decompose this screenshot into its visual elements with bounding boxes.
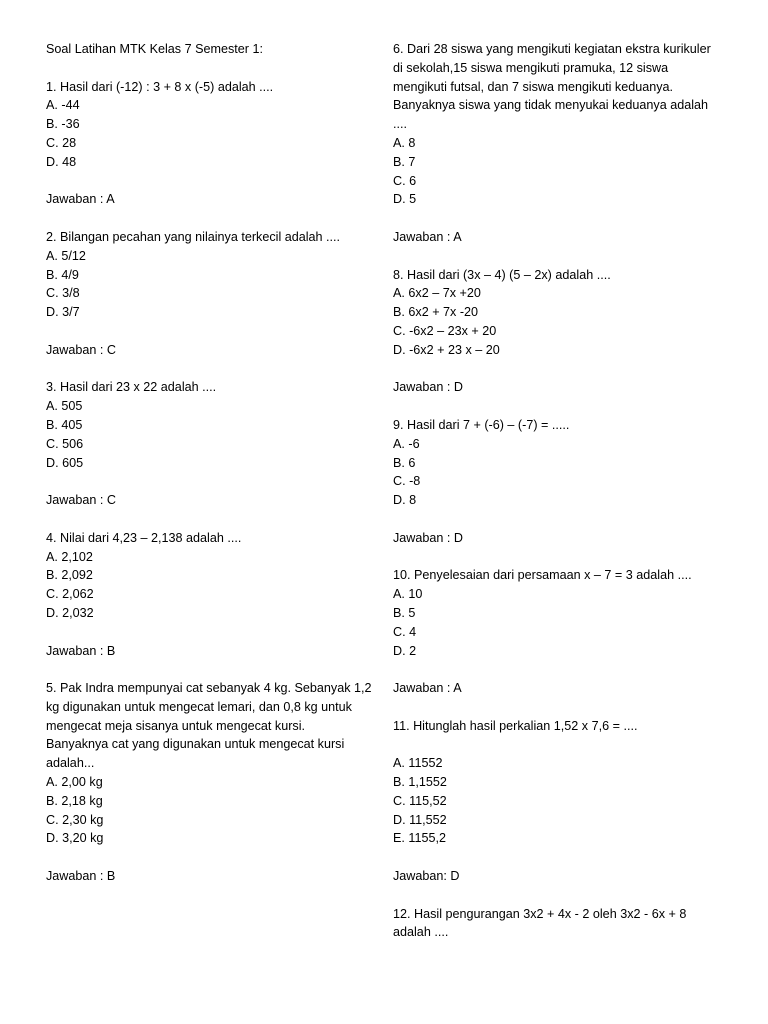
option: B. 405 xyxy=(46,417,83,432)
question-text: .... xyxy=(393,117,407,132)
question-text: mengikuti futsal, dan 7 siswa mengikuti keduanya. xyxy=(393,79,674,94)
option: B. 1,1552 xyxy=(393,775,447,790)
option: A. 505 xyxy=(46,399,83,414)
option: D. 11,552 xyxy=(393,812,447,827)
option: C. -8 xyxy=(393,474,421,489)
question-text: Banyaknya siswa yang tidak menyukai keduanya adalah xyxy=(393,98,709,113)
question-text: 12. Hasil pengurangan 3x2 + 4x - 2 oleh 3x2 - 6x + 8 xyxy=(393,906,687,921)
answer-text: Jawaban : B xyxy=(46,869,116,884)
option: E. 1155,2 xyxy=(393,831,446,846)
option: B. 6x2 + 7x -20 xyxy=(393,305,479,320)
option: D. 3,20 kg xyxy=(46,831,104,846)
question-block xyxy=(46,78,386,228)
answer-text: Jawaban: D xyxy=(393,869,460,884)
option: D. 3/7 xyxy=(46,305,80,320)
left-column xyxy=(46,40,386,886)
option: D. 8 xyxy=(393,493,417,508)
question-block xyxy=(393,905,733,943)
option: C. 6 xyxy=(393,173,417,188)
question-text: 3. Hasil dari 23 x 22 adalah .... xyxy=(46,380,217,395)
option: C. 506 xyxy=(46,436,84,451)
option: D. 5 xyxy=(393,192,417,207)
question-text: 5. Pak Indra mempunyai cat sebanyak 4 kg. Sebanyak 1,2 xyxy=(46,681,372,696)
option: C. 115,52 xyxy=(393,793,447,808)
option: A. 2,102 xyxy=(46,549,93,564)
option: D. 48 xyxy=(46,154,77,169)
question-block xyxy=(46,529,386,679)
option: B. 7 xyxy=(393,154,416,169)
question-text: 8. Hasil dari (3x – 4) (5 – 2x) adalah .... xyxy=(393,267,611,282)
answer-text: Jawaban : D xyxy=(393,380,464,395)
answer-text: Jawaban : A xyxy=(393,229,462,244)
question-block xyxy=(393,40,733,266)
option: B. 6 xyxy=(393,455,416,470)
question-block xyxy=(393,416,733,566)
right-column xyxy=(393,40,733,942)
question-block xyxy=(46,378,386,528)
question-text: 1. Hasil dari (-12) : 3 + 8 x (-5) adalah .... xyxy=(46,79,274,94)
option: A. 2,00 kg xyxy=(46,775,103,790)
option: D. 2 xyxy=(393,643,417,658)
option: A. 10 xyxy=(393,587,423,602)
option: A. 5/12 xyxy=(46,248,86,263)
option: A. 8 xyxy=(393,135,416,150)
question-text: 2. Bilangan pecahan yang nilainya terkecil adalah .... xyxy=(46,229,341,244)
document-title: Soal Latihan MTK Kelas 7 Semester 1: xyxy=(46,42,264,56)
question-text: mengecat meja sisanya untuk mengecat kursi. xyxy=(46,718,306,733)
option: D. 605 xyxy=(46,455,84,470)
question-text: 6. Dari 28 siswa yang mengikuti kegiatan ekstra kurikuler xyxy=(393,42,711,56)
question-text: 11. Hitunglah hasil perkalian 1,52 x 7,6 = .... xyxy=(393,718,638,733)
option: A. 11552 xyxy=(393,756,443,771)
question-text: di sekolah,15 siswa mengikuti pramuka, 12 siswa xyxy=(393,60,669,75)
question-text: 4. Nilai dari 4,23 – 2,138 adalah .... xyxy=(46,530,242,545)
option: C. 3/8 xyxy=(46,286,80,301)
answer-text: Jawaban : A xyxy=(46,192,115,207)
answer-text: Jawaban : C xyxy=(46,342,117,357)
option: D. -6x2 + 23 x – 20 xyxy=(393,342,500,357)
answer-text: Jawaban : B xyxy=(46,643,116,658)
option: B. -36 xyxy=(46,117,80,132)
question-text: kg digunakan untuk mengecat lemari, dan 0,8 kg untuk xyxy=(46,699,352,714)
option: A. 6x2 – 7x +20 xyxy=(393,286,481,301)
option: D. 2,032 xyxy=(46,605,94,620)
option: C. 2,30 kg xyxy=(46,812,104,827)
question-block xyxy=(393,566,733,716)
option: C. 2,062 xyxy=(46,587,94,602)
question-text: adalah... xyxy=(46,756,95,771)
question-text: Banyaknya cat yang digunakan untuk mengecat kursi xyxy=(46,737,345,752)
option: A. -6 xyxy=(393,436,420,451)
question-block xyxy=(46,679,386,886)
option: C. 28 xyxy=(46,135,77,150)
question-block xyxy=(46,228,386,378)
option: B. 2,18 kg xyxy=(46,793,103,808)
answer-text: Jawaban : D xyxy=(393,530,464,545)
option: B. 2,092 xyxy=(46,568,93,583)
question-text: adalah .... xyxy=(393,925,449,940)
option: C. 4 xyxy=(393,624,417,639)
question-text: 9. Hasil dari 7 + (-6) – (-7) = ..... xyxy=(393,417,570,432)
question-block xyxy=(393,266,733,416)
question-text: 10. Penyelesaian dari persamaan x – 7 = 3 adalah .... xyxy=(393,568,692,583)
question-block xyxy=(393,717,733,905)
answer-text: Jawaban : A xyxy=(393,681,462,696)
answer-text: Jawaban : C xyxy=(46,493,117,508)
option: A. -44 xyxy=(46,98,80,113)
option: B. 5 xyxy=(393,605,416,620)
option: B. 4/9 xyxy=(46,267,79,282)
option: C. -6x2 – 23x + 20 xyxy=(393,323,497,338)
spacer xyxy=(46,59,386,78)
